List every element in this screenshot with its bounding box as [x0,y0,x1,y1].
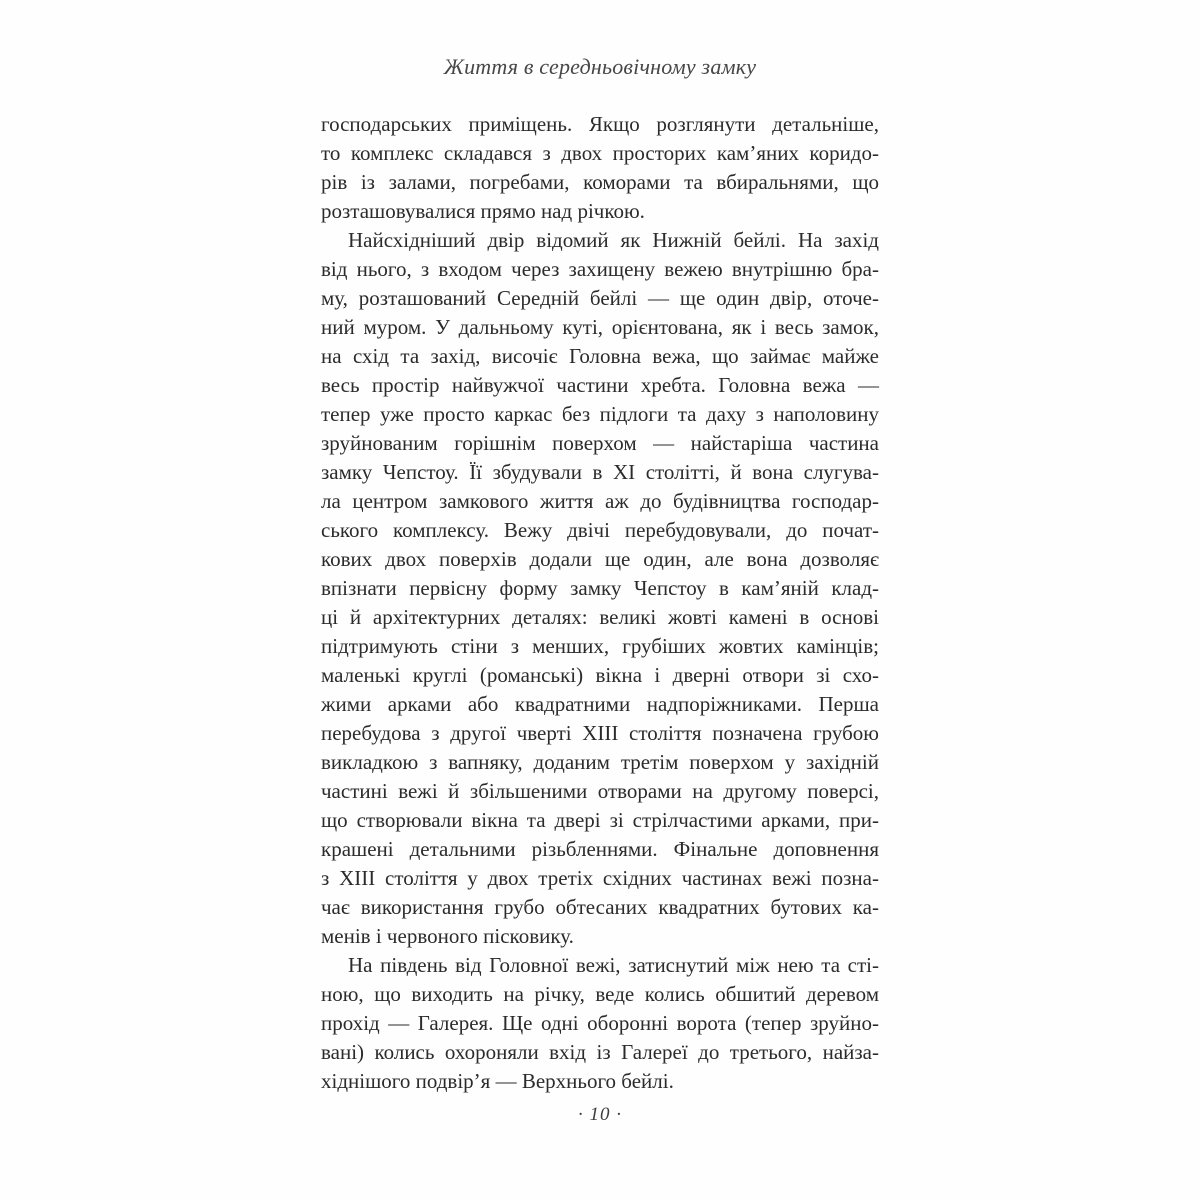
text-line: від нього, з входом через захищену вежею внутрішню бра- [321,257,879,281]
text-line: прохід — Галерея. Ще одні оборонні ворота (тепер зруйно- [321,1011,879,1035]
text-line: крашені детальними різьбленнями. Фінальне доповнення [321,837,879,861]
text-line: ці й архітектурних деталях: великі жовті камені в основі [321,605,879,629]
text-line: хіднішого подвір’я — Верхнього бейлі. [321,1069,674,1093]
text-line: що створювали вікна та двері зі стрілчастими арками, при- [321,808,879,832]
text-line: впізнати первісну форму замку Чепстоу в кам’яній клад- [321,576,879,600]
text-line: Найсхідніший двір відомий як Нижній бейлі. На захід [348,228,879,252]
text-line: вані) колись охороняли вхід із Галереї до третього, найза- [321,1040,879,1064]
paragraph [321,951,879,1096]
text-line: менів і червоного пісковику. [321,924,574,948]
text-line: чає використання грубо обтесаних квадратних бутових ка- [321,895,879,919]
text-line: жими арками або квадратними надпоріжниками. Перша [321,692,879,716]
text-line: зруйнованим горішнім поверхом — найстаріша частина [321,431,879,455]
text-line: ла центром замкового життя аж до будівництва господар- [321,489,879,513]
text-line: замку Чепстоу. Її збудували в XI столітті, й вона слугува- [321,460,879,484]
paragraph [321,110,879,226]
text-line: розташовувалися прямо над річкою. [321,199,645,223]
text-line: кових двох поверхів додали ще один, але вона дозволяє [321,547,879,571]
text-line: то комплекс складався з двох просторих кам’яних коридо- [321,141,879,165]
body-text-block [321,110,879,1096]
text-line: частині вежі й збільшеними отворами на другому поверсі, [321,779,879,803]
text-line: з XIII століття у двох третіх східних частинах вежі позна- [321,866,879,890]
page-number: · 10 · [578,1104,622,1125]
text-line: викладкою з вапняку, доданим третім поверхом у західній [321,750,879,774]
text-line: ною, що виходить на річку, веде колись обшитий деревом [321,982,879,1006]
text-line: підтримують стіни з менших, грубіших жовтих камінців; [321,634,879,658]
text-line: тепер уже просто каркас без підлоги та даху з наполовину [321,402,879,426]
text-line: му, розташований Середній бейлі — ще один двір, оточе- [321,286,879,310]
text-line: ний муром. У дальньому куті, орієнтована, як і весь замок, [321,315,879,339]
text-line: ського комплексу. Вежу двічі перебудовували, до почат- [321,518,879,542]
text-line: весь простір найвужчої частини хребта. Головна вежа — [321,373,879,397]
text-line: На південь від Головної вежі, затиснутий між нею та сті- [348,953,879,977]
text-line: господарських приміщень. Якщо розглянути детальніше, [321,112,879,136]
text-line: перебудова з другої чверті XIII століття позначена грубою [321,721,879,745]
text-line: на схід та захід, височіє Головна вежа, що займає майже [321,344,879,368]
paragraph [321,226,879,951]
text-line: маленькі круглі (романські) вікна і дверні отвори зі схо- [321,663,879,687]
text-line: рів із залами, погребами, коморами та вбиральнями, що [321,170,879,194]
running-header: Життя в середньовічному замку [443,54,757,79]
